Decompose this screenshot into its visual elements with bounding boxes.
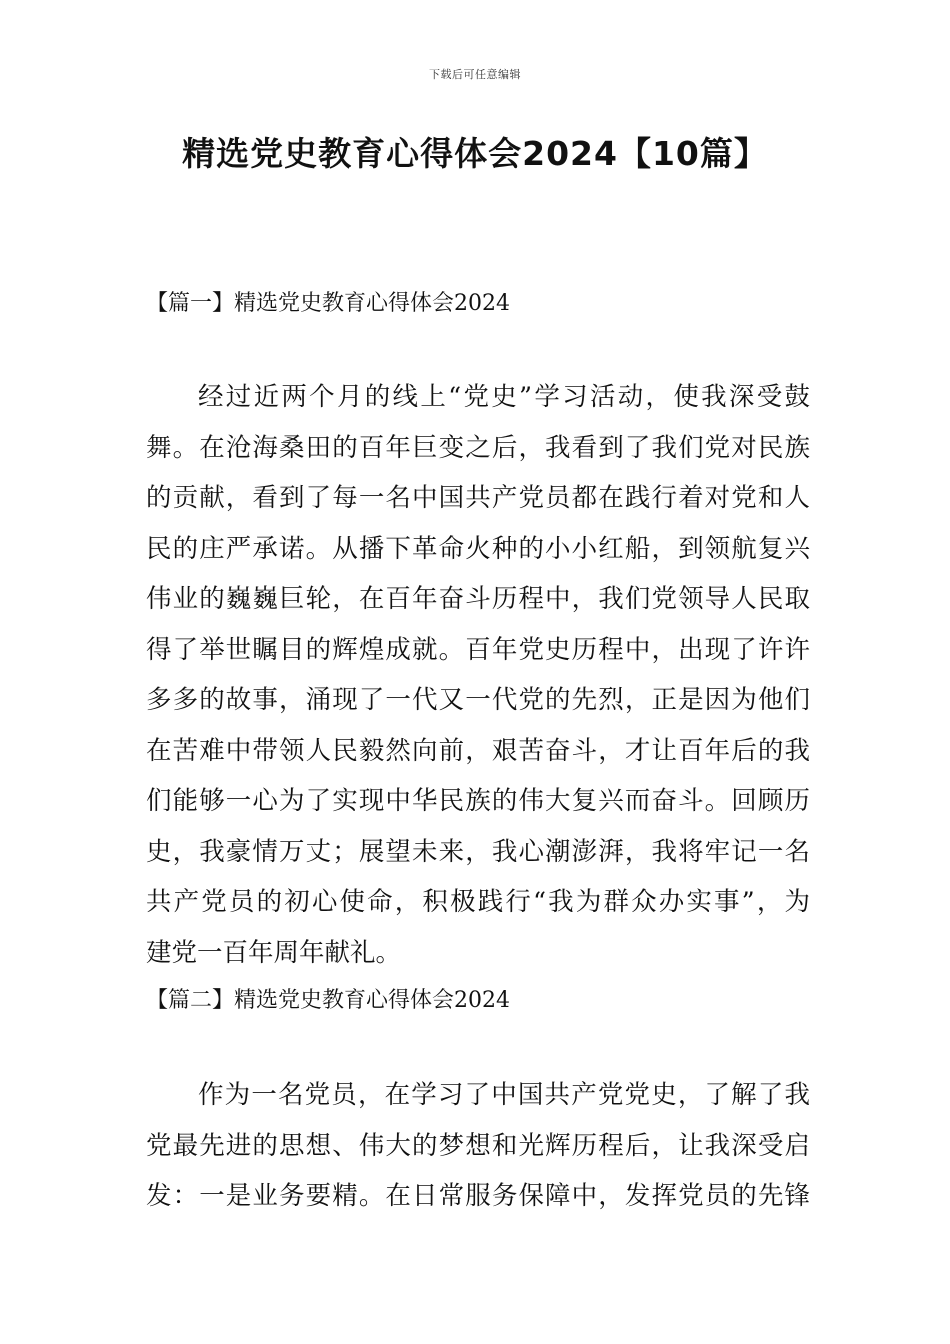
body-line: 舞。在沧海桑田的百年巨变之后，我看到了我们党对民族 xyxy=(146,432,810,463)
body-line: 伟业的巍巍巨轮，在百年奋斗历程中，我们党领导人民取 xyxy=(146,584,810,614)
document-title: 精选党史教育心得体会2024【10篇】 xyxy=(182,134,768,173)
section-body-1 xyxy=(146,372,810,978)
body-line: 民的庄严承诺。从播下革命火种的小小红船，到领航复兴 xyxy=(146,533,810,564)
body-line: 党最先进的思想、伟大的梦想和光辉历程后，让我深受启 xyxy=(146,1130,810,1161)
body-line: 多多的故事，涌现了一代又一代党的先烈，正是因为他们 xyxy=(146,685,810,715)
body-line: 在苦难中带领人民毅然向前，艰苦奋斗，才让百年后的我 xyxy=(146,735,810,766)
body-line: 史，我豪情万丈；展望未来，我心潮澎湃，我将牢记一名 xyxy=(146,836,810,867)
body-line: 们能够一心为了实现中华民族的伟大复兴而奋斗。回顾历 xyxy=(146,786,810,816)
header-note: 下载后可任意编辑 xyxy=(429,68,521,81)
section-heading-1: 【篇一】精选党史教育心得体会2024 xyxy=(146,291,510,316)
body-line: 共产党员的初心使命，积极践行“我为群众办实事”，为 xyxy=(146,887,810,917)
section-heading-2: 【篇二】精选党史教育心得体会2024 xyxy=(146,988,510,1013)
body-line: 得了举世瞩目的辉煌成就。百年党史历程中，出现了许许 xyxy=(146,634,810,665)
section-body-2 xyxy=(146,1070,810,1222)
body-line: 发：一是业务要精。在日常服务保障中，发挥党员的先锋 xyxy=(146,1181,810,1211)
body-line: 作为一名党员，在学习了中国共产党党史，了解了我 xyxy=(198,1080,810,1110)
body-line: 建党一百年周年献礼。 xyxy=(146,937,402,968)
body-line: 经过近两个月的线上“党史”学习活动，使我深受鼓 xyxy=(198,382,810,412)
body-line: 的贡献，看到了每一名中国共产党员都在践行着对党和人 xyxy=(146,483,810,513)
